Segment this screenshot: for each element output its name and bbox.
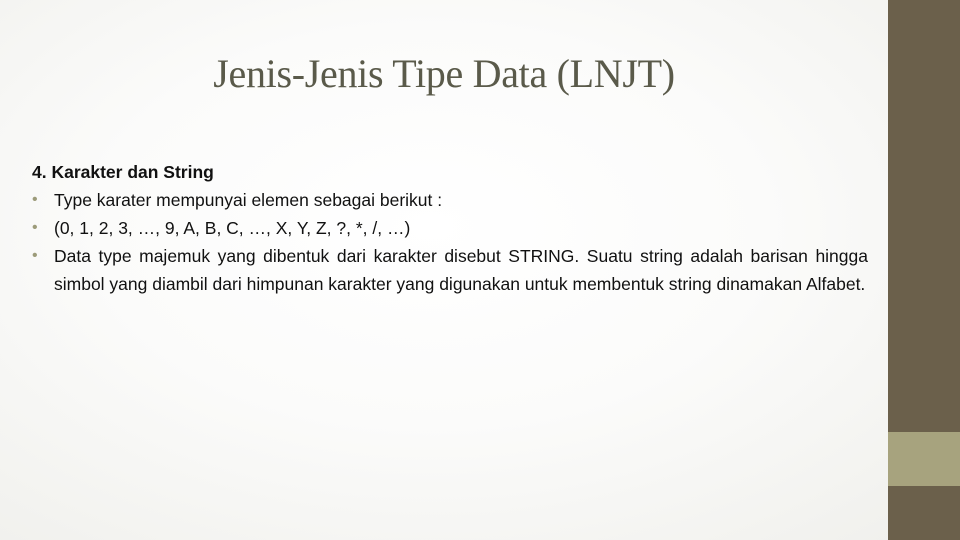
bullet-text: (0, 1, 2, 3, …, 9, A, B, C, …, X, Y, Z, ?, *, /, …) bbox=[54, 218, 411, 238]
bullet-list bbox=[32, 186, 868, 298]
slide-content bbox=[32, 158, 868, 298]
bullet-icon: • bbox=[32, 219, 38, 236]
slide-title: Jenis-Jenis Tipe Data (LNJT) bbox=[213, 51, 675, 96]
bullet-item bbox=[32, 242, 868, 298]
side-bar bbox=[888, 0, 960, 432]
section-heading: 4. Karakter dan String bbox=[32, 162, 214, 182]
bullet-item bbox=[32, 214, 868, 242]
bullet-item bbox=[32, 186, 868, 214]
bullet-icon: • bbox=[32, 191, 38, 208]
side-bar-bottom bbox=[888, 486, 960, 540]
bullet-text: Data type majemuk yang dibentuk dari karakter disebut STRING. Suatu string adalah barisan hingga simbol yang diambil dari himpunan karakter yang digunakan untuk membentuk string dinamakan Alfabet. bbox=[54, 246, 868, 294]
bullet-text: Type karater mempunyai elemen sebagai berikut : bbox=[54, 190, 443, 210]
bullet-icon: • bbox=[32, 247, 38, 264]
side-bar-accent bbox=[888, 432, 960, 486]
